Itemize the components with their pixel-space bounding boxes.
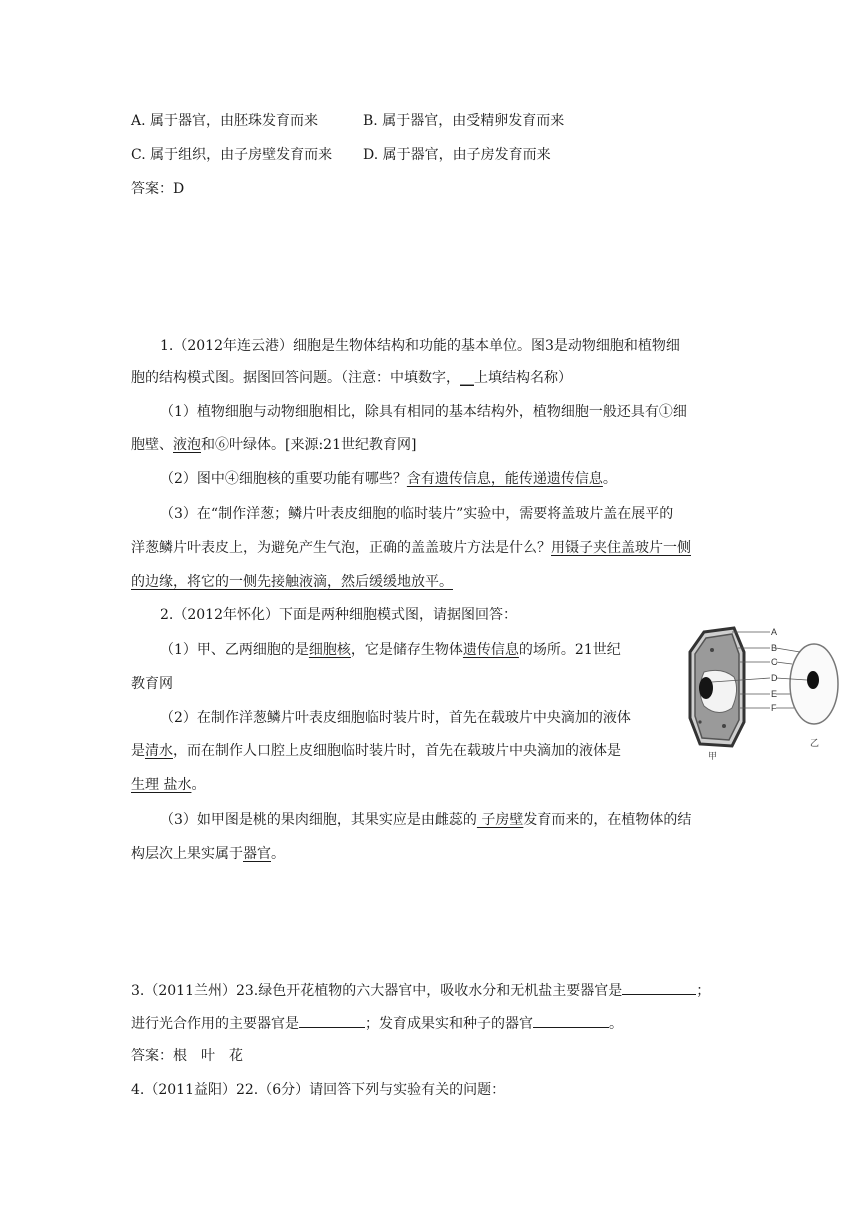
q2-answer-organ: 器官 <box>243 846 271 862</box>
q2-p3-a: （3）如甲图是桃的果肉细胞，其果实应是由雌蕊的 <box>160 812 477 828</box>
option-b: B. 属于器官，由受精卵发育而来 <box>363 113 565 129</box>
label-a: A <box>771 627 778 637</box>
q1-line2-c: 上填结构名称） <box>474 370 572 386</box>
q2-p3-line2 <box>131 844 285 864</box>
q1-p2-a: （2）图中④细胞核的重要功能有哪些？ <box>160 471 407 487</box>
q1-line2 <box>131 368 572 388</box>
q2-p3-c-c: 。 <box>271 846 285 862</box>
label-c: C <box>771 657 778 667</box>
q3-blank-1 <box>622 979 696 995</box>
q3-line1-a: 3.（2011兰州）23.绿色开花植物的六大器官中，吸收水分和无机盐主要器官是 <box>131 983 623 999</box>
q2-p3-b: 发育而来的，在植物体的结 <box>523 812 692 828</box>
plant-cell <box>690 628 744 746</box>
q1-answer-nucleus-function: 含有遗传信息，能传递遗传信息 <box>406 471 603 487</box>
q1-answer-vacuole: 液泡 <box>173 437 201 453</box>
q3-line2-b: ；发育成果实和种子的器官 <box>365 1016 533 1032</box>
q2-answer-ovary-wall: 子房壁 <box>476 812 524 828</box>
q1-p1-line2 <box>131 435 416 455</box>
q1-line2-a: 胞的结构模式图。据图回答问题。（注意：中填数字， <box>131 370 460 386</box>
q1-answer-coverslip-1: 用镊子夹住盖玻片一侧 <box>551 540 691 556</box>
q2-answer-water: 清水 <box>145 743 173 759</box>
q1-p2 <box>160 469 617 489</box>
q2-p1-line1 <box>160 640 621 660</box>
label-d: D <box>771 673 778 683</box>
option-c: C. 属于组织，由子房壁发育而来 <box>131 147 333 163</box>
q1-p1-b-a: 胞壁、 <box>131 437 173 453</box>
q3-line1 <box>131 979 710 1001</box>
q2-answer-genetic-info: 遗传信息 <box>462 642 519 658</box>
q1-p1-line1: （1）植物细胞与动物细胞相比，除具有相同的基本结构外，植物细胞一般还具有①细 <box>160 404 687 420</box>
q2-p2-c-c: 。 <box>191 777 206 793</box>
q1-p1-b-c: 和⑥叶绿体。[来源:21世纪教育网] <box>201 437 417 453</box>
q1-line2-blank: __ <box>460 370 474 386</box>
q2-answer-nucleus: 细胞核 <box>308 642 351 658</box>
option-d: D. 属于器官，由子房发育而来 <box>363 147 551 163</box>
q3-line2 <box>131 1012 623 1034</box>
q2-p3-line1 <box>160 810 691 830</box>
q2-p1-b: ，它是储存生物体 <box>350 642 463 658</box>
q2-line1: 2.（2012年怀化）下面是两种细胞模式图，请据图回答： <box>160 607 517 623</box>
option-a: A. 属于器官，由胚珠发育而来 <box>131 113 319 129</box>
q1-p3-line2 <box>131 538 691 558</box>
q2-p3-c-a: 构层次上果实属于 <box>131 846 243 862</box>
q1-answer-coverslip-2: 的边缘，将它的一侧先接触液滴，然后缓缓地放平。 <box>131 574 453 590</box>
caption-yi: 乙 <box>810 739 820 749</box>
q1-p3-line3 <box>131 572 453 592</box>
q1-p3-b-a: 洋葱鳞片叶表皮上，为避免产生气泡，正确的盖盖玻片方法是什么？ <box>131 540 551 556</box>
q2-p2-b-c: ，而在制作人口腔上皮细胞临时装片时，首先在载玻片中央滴加的液体是 <box>173 743 621 759</box>
q2-answer-saline: 生理 盐水 <box>131 777 192 793</box>
caption-jia: 甲 <box>708 752 718 762</box>
cell-diagram-figure <box>682 622 842 762</box>
q3-answer: 答案：根 叶 花 <box>131 1048 243 1064</box>
label-f: F <box>771 703 777 713</box>
q2-p1-a: （1）甲、乙两细胞的是 <box>160 642 309 658</box>
animal-cell <box>790 644 838 724</box>
q1-line1: 1.（2012年连云港）细胞是生物体结构和功能的基本单位。图3是动物细胞和植物细 <box>160 338 680 354</box>
answer-top: 答案：D <box>131 181 185 197</box>
q3-line2-a: 进行光合作用的主要器官是 <box>131 1016 299 1032</box>
q2-p1-line2: 教育网 <box>131 676 173 692</box>
label-e: E <box>771 689 778 699</box>
label-b: B <box>771 643 778 653</box>
q4-line1: 4.（2011益阳）22.（6分）请回答下列与实验有关的问题： <box>131 1082 506 1098</box>
q2-p2-line1: （2）在制作洋葱鳞片叶表皮细胞临时装片时，首先在载玻片中央滴加的液体 <box>160 710 631 726</box>
q3-line1-b: ； <box>696 983 711 999</box>
q2-p1-c: 的场所。21世纪 <box>518 642 621 658</box>
q3-blank-2 <box>299 1012 365 1028</box>
q2-p2-line3 <box>131 775 205 795</box>
q2-p2-b-a: 是 <box>131 743 145 759</box>
q3-blank-3 <box>533 1012 609 1028</box>
q1-p3-line1: （3）在“制作洋葱；鳞片叶表皮细胞的临时装片”实验中，需要将盖玻片盖在展平的 <box>160 506 674 522</box>
q2-p2-line2 <box>131 741 621 761</box>
q1-p2-c: 。 <box>602 471 617 487</box>
q3-line2-c: 。 <box>609 1016 623 1032</box>
